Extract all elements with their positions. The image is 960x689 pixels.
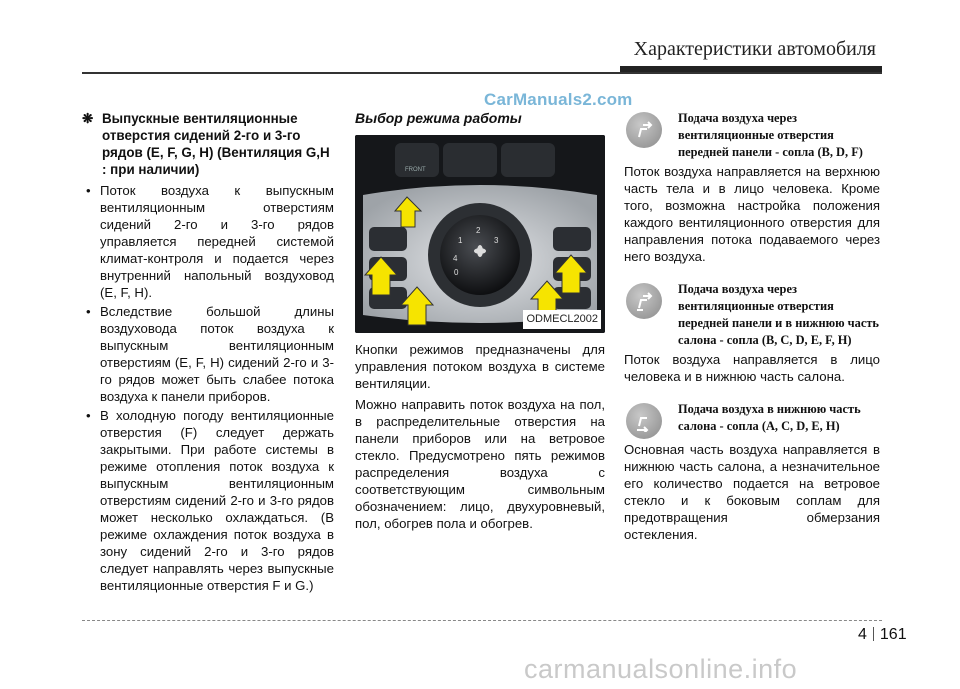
front-label: FRONT [405,167,426,173]
mode-description: Поток воздуха направляется на верхнюю часть тела и в лицо человека. Кроме того, возможна настройка положения каждого вентиляционного отверстия для направления потока подаваемого через него воздуха. [624,164,880,264]
mode-description: Основная часть воздуха направляется в нижнюю часть салона, а незначительное его количество подается на ветровое стекло и к боковым соплам для предотвращения обмерзания остекления. [624,442,880,542]
dial-number: 4 [453,254,458,263]
body-paragraph: Можно направить поток воздуха на пол, в распределительные отверстия на панели приборов или на ветровое стекло. Предусмотрено пять режимов распределения воздуха с соответствующим символьным обозначением: лицо, двухуровневый, пол, обогрев пола и обогрев. [355,397,605,531]
footer-rule [82,620,882,622]
mode-label: Подача воздуха через вентиляционные отверстия передней панели - сопла (B, D, F) [678,111,863,159]
top-button-right [501,143,555,177]
note-title [82,110,334,178]
note-bullet-list [82,182,334,594]
header-rule [82,72,882,74]
front-defrost-button [443,143,497,177]
left-column [82,110,334,596]
watermark-bottom[interactable]: carmanualsonline.info [524,654,798,684]
mode-button-left-1 [369,227,407,251]
body-paragraph: Кнопки режимов предназначены для управления потоком воздуха в системе вентиляции. [355,342,605,391]
dial-number: 0 [454,268,459,277]
dial-number: 3 [494,236,499,245]
section-title: Выбор режима работы [355,110,522,126]
page-number-separator [873,627,874,641]
note-bullet: • Поток воздуха к выпускным вентиляционным отверстиям сидений 2-го и 3-го рядов управляется передней системой климат-контроля и подается через внутренний напольный воздуховод (E, F, H). [82,182,334,301]
header-title: Характеристики автомобиля [633,38,876,60]
note-bullet: • Вследствие большой длины воздуховода поток воздуха к выпускным вентиляционным отверстиям (E, F, H) сидений 2-го и 3-го рядов может быть слабее потока воздуха к панели приборов. [82,303,334,405]
dial-number: 2 [476,226,481,235]
face-vent-mode-icon [626,112,662,148]
climate-control-illustration [355,135,605,333]
mode-block-floor [624,401,880,543]
note-mark-icon: ❋ [82,111,94,126]
mode-block-face [624,110,880,265]
page-number-value: 161 [879,626,907,643]
photo-caption: ODMECL2002 [523,310,601,329]
mode-block-bilevel [624,281,880,385]
note-title-text: Выпускные вентиляционные отверстия сидений 2-го и 3-го рядов (E, F, G, H) (Вентиляция G,H : при наличии) [102,111,330,177]
mode-label: Подача воздуха в нижнюю часть салона - сопла (A, C, D, E, H) [678,402,861,433]
middle-column [355,110,605,536]
dial-number: 1 [458,236,463,245]
watermark-top[interactable]: CarManuals2.com [484,90,633,109]
mode-label: Подача воздуха через вентиляционные отверстия передней панели и в нижнюю часть салона - сопла (B, C, D, E, F, H) [678,282,879,347]
climate-control-photo [355,135,605,333]
right-column [624,110,880,551]
chapter-number: 4 [858,626,867,643]
bi-level-mode-icon [626,283,662,319]
note-bullet: • В холодную погоду вентиляционные отверстия (F) следует держать закрытыми. При работе системы в режиме отопления поток воздуха к выпускным вентиляционным отверстиям сидений 2-го и 3-го рядов может несколько охлаждаться. (В режиме охлаждения поток воздуха в зону сидений 2-го и 3-го рядов следует направлять через выпускные вентиляционные отверстия F и G.) [82,407,334,594]
mode-description: Поток воздуха направляется в лицо человека и в нижнюю часть салона. [624,352,880,384]
header-rule-accent [620,66,882,72]
mode-button-right-1 [553,227,591,251]
page-number [858,626,907,644]
floor-mode-icon [626,403,662,439]
